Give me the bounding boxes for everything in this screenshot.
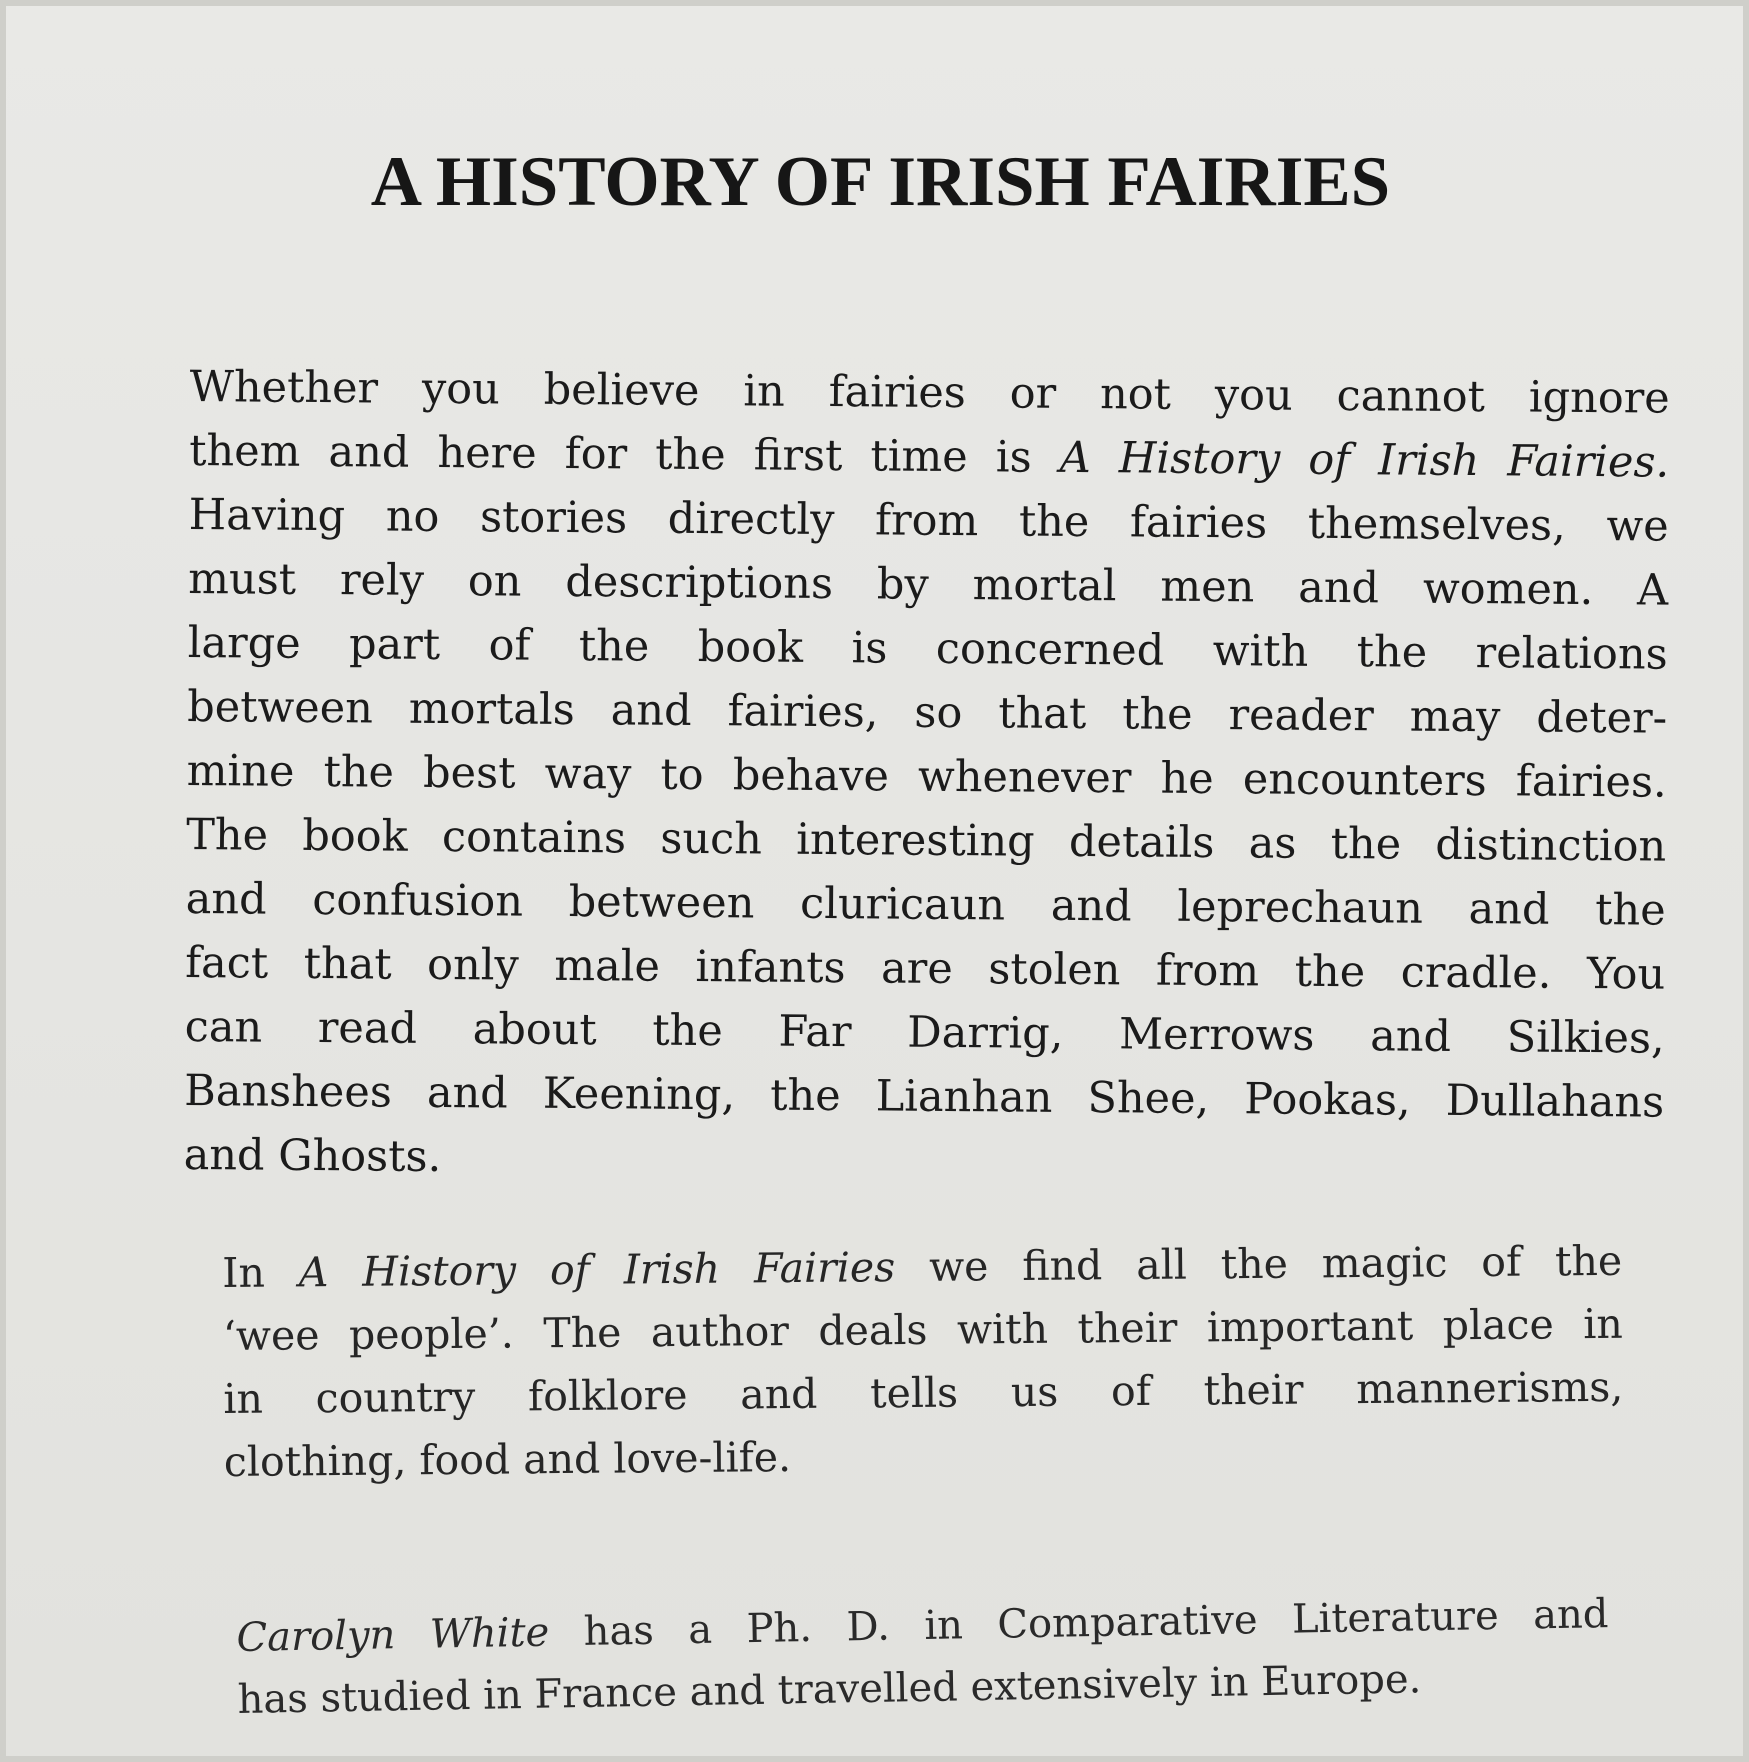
text-line: large part of the book is concerned with the relations <box>187 617 1668 680</box>
book-title-italic: A History of Irish Fairies <box>298 1243 896 1297</box>
text-line: and Ghosts. <box>183 1129 442 1182</box>
author-name: Carolyn White <box>236 1609 550 1661</box>
text-line: clothing, food and love-life. <box>223 1433 792 1486</box>
text-line: and confusion between cluricaun and leprechaun and the <box>185 873 1666 936</box>
text-line: Banshees and Keening, the Lianhan Shee, Pookas, Dullahans <box>184 1065 1665 1128</box>
text-line: must rely on descriptions by mortal men and women. A <box>188 553 1669 616</box>
text-segment: we find all the magic of the <box>928 1236 1623 1291</box>
text-line: ‘wee people’. The author deals with their important place in <box>222 1299 1623 1360</box>
author-bio <box>236 1583 1610 1731</box>
description-paragraph <box>183 355 1669 1199</box>
text-line: has studied in France and travelled extensively in Europe. <box>237 1656 1422 1723</box>
summary-paragraph <box>222 1230 1624 1494</box>
text-line: in country folklore and tells us of their mannerisms, <box>223 1362 1624 1423</box>
text-line: mine the best way to behave whenever he encounters fairies. <box>186 745 1667 808</box>
book-title-italic: A History of Irish Fairies. <box>1059 432 1670 488</box>
text-line: The book contains such interesting details as the distinction <box>186 809 1667 872</box>
text-line: Whether you believe in fairies or not you cannot ignore <box>189 361 1670 424</box>
text-segment: In <box>222 1248 266 1297</box>
book-title: A HISTORY OF IRISH FAIRIES <box>370 143 1391 221</box>
text-segment: has a Ph. D. in Comparative Literature and <box>583 1591 1609 1655</box>
text-line: between mortals and fairies, so that the reader may deter- <box>187 681 1668 744</box>
text-segment: them and here for the first time is <box>189 425 1032 483</box>
text-line: fact that only male infants are stolen from the cradle. You <box>185 937 1666 1000</box>
text-line: Having no stories directly from the fairies themselves, we <box>188 489 1669 552</box>
text-line: can read about the Far Darrig, Merrows and Silkies, <box>184 1001 1665 1064</box>
text-line <box>189 419 1669 495</box>
